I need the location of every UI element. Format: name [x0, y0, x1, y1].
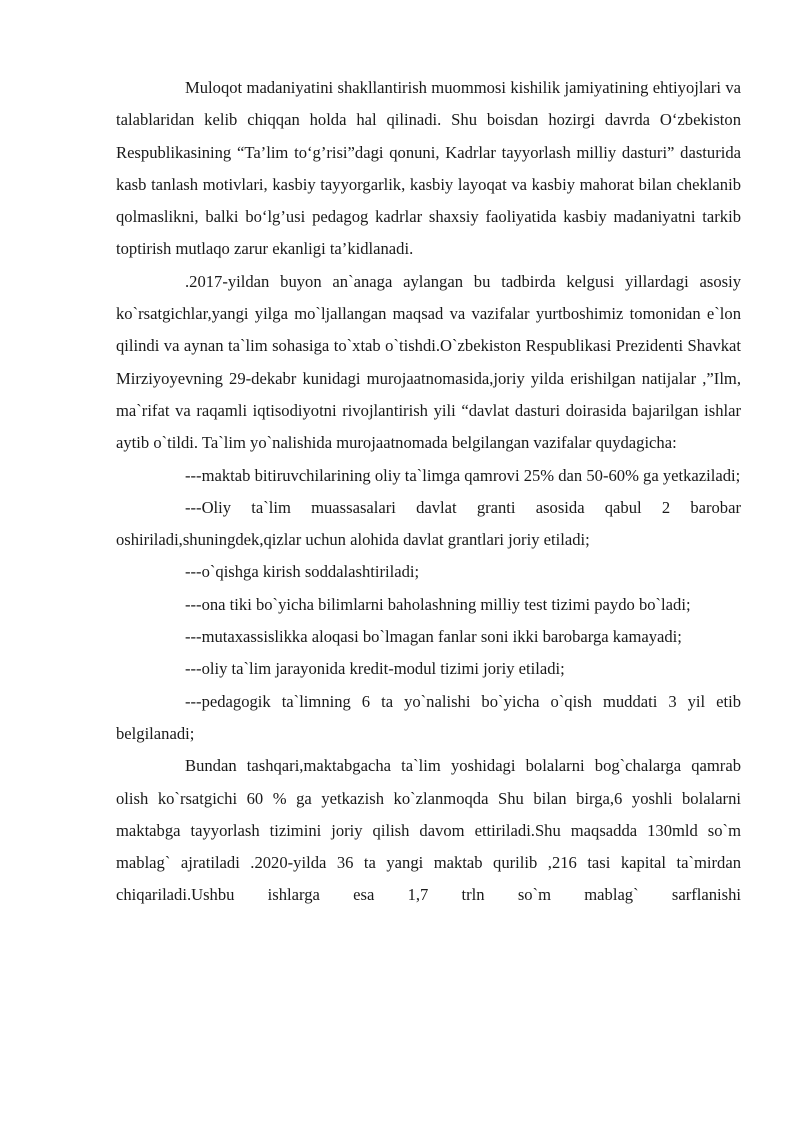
- list-item-credit-module: ---oliy ta`lim jarayonida kredit-modul tizimi joriy etiladi;: [185, 659, 565, 679]
- document-body: [116, 72, 741, 912]
- list-item-pedagogical-study: ---pedagogik ta`limning 6 ta yo`nalishi bo`yicha o`qish muddati 3 yil etib belgilanadi;: [116, 691, 741, 743]
- paragraph-address: .2017-yildan buyon an`anaga aylangan bu tadbirda kelgusi yillardagi asosiy ko`rsatgichlar,yangi yilga mo`ljallangan maqsad va vazifalar yurtboshimiz tomonidan e`lon qilindi va aynan ta`lim sohasiga to`xtab o`tishdi.O`zbekiston Respublikasi Prezidenti Shavkat Mirziyoyevning 29-dekabr kunidagi murojaatnomasida,joriy yilda erishilgan natijalar ,”Ilm, ma`rifat va raqamli iqtisodiyotni rivojlantirish yili “davlat dasturi doirasida bajarilgan ishlar aytib o`tildi. Ta`lim yo`nalishida murojaatnomada belgilangan vazifalar quydagicha:: [116, 271, 741, 453]
- paragraph-preschool: Bundan tashqari,maktabgacha ta`lim yoshidagi bolalarni bog`chalarga qamrab olish ko`rsatgichi 60 % ga yetkazish ko`zlanmoqda Shu bilan birga,6 yoshli bolalarni maktabga tayyorlash tizimini joriy qilish davom ettiriladi.Shu maqsadda 130mld so`m mablag` ajratiladi .2020-yilda 36 ta yangi maktab qurilib ,216 tasi kapital ta`mirdan chiqariladi.Ushbu ishlarga esa 1,7 trln so`m mablag` sarflanishi: [116, 756, 741, 905]
- paragraph-intro: Muloqot madaniyatini shakllantirish muommosi kishilik jamiyatining ehtiyojlari va talablaridan kelib chiqqan holda hal qilinadi. Shu boisdan hozirgi davrda O‘zbekiston Respublikasining “Ta’lim to‘g’risi”dagi qonuni, Kadrlar tayyorlash milliy dasturi” dasturida kasb tanlash motivlari, kasbiy tayyorgarlik, kasbiy layoqat va kasbiy mahorat bilan cheklanib qolmaslikni, balki bo‘lg’usi pedagog kadrlar shaxsiy faoliyatida kasbiy madaniyatni tarkib toptirish mutlaqo zarur ekanligi ta’kidlanadi.: [116, 78, 741, 259]
- list-item-admission: ---o`qishga kirish soddalashtiriladi;: [185, 562, 420, 582]
- list-item-school-graduates: ---maktab bitiruvchilarining oliy ta`limga qamrovi 25% dan 50-60% ga yetkaziladi;: [185, 465, 741, 485]
- list-item-state-grants: ---Oliy ta`lim muassasalari davlat granti asosida qabul 2 barobar oshiriladi,shuningdek,qizlar uchun alohida davlat grantlari joriy etiladi;: [116, 497, 741, 550]
- list-item-language-test: ---ona tiki bo`yicha bilimlarni baholashning milliy test tizimi paydo bo`ladi;: [185, 594, 691, 614]
- list-item-subjects-reduced: ---mutaxassislikka aloqasi bo`lmagan fanlar soni ikki barobarga kamayadi;: [185, 627, 682, 647]
